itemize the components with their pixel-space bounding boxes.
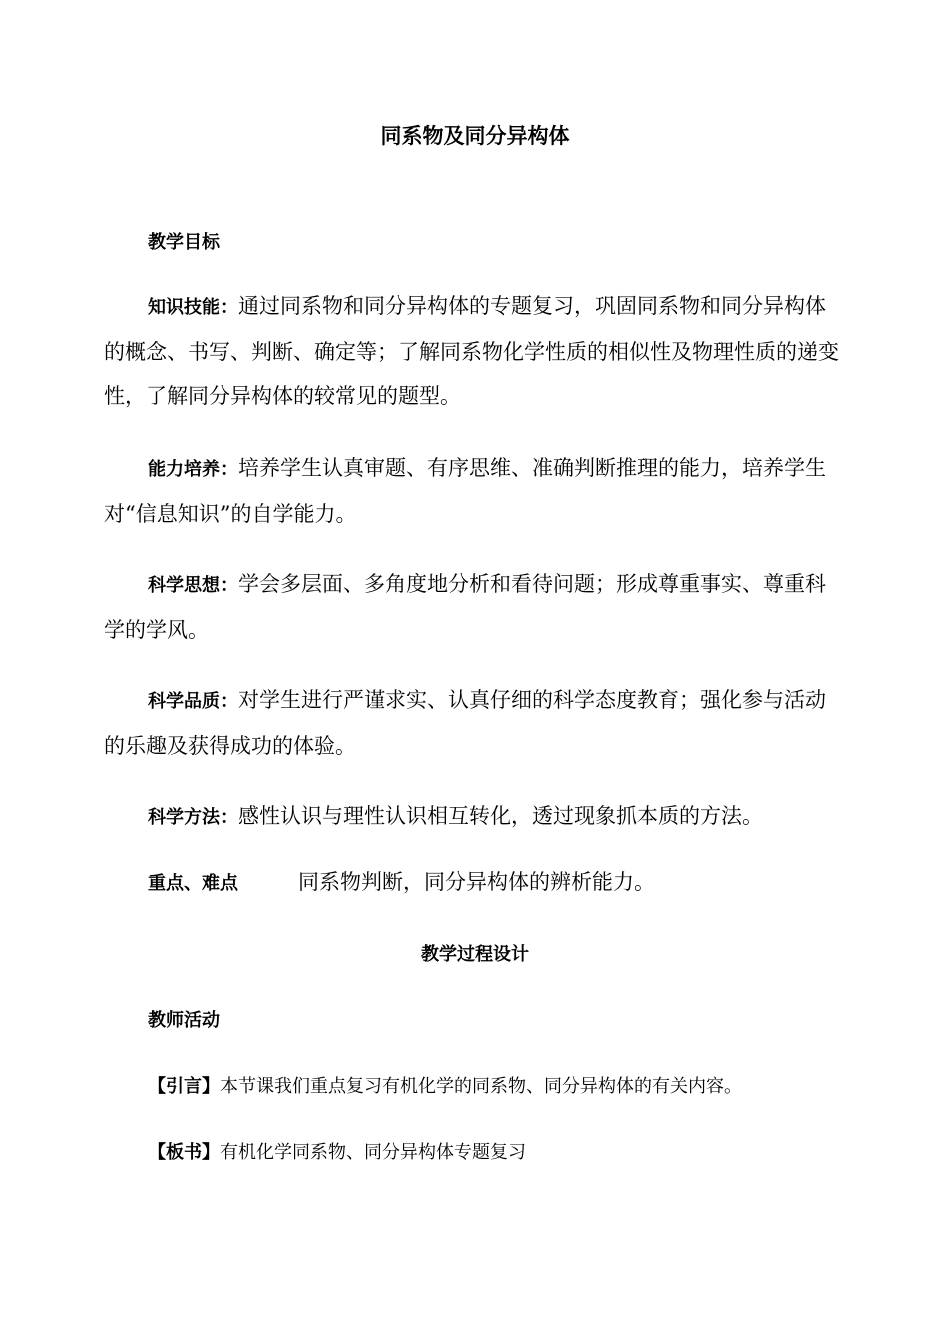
key-points-text: 同系物判断，同分异构体的辨析能力。 bbox=[298, 870, 655, 894]
knowledge-paragraph bbox=[104, 284, 844, 418]
method-paragraph bbox=[104, 794, 844, 840]
method-text: 感性认识与理性认识相互转化，透过现象抓本质的方法。 bbox=[238, 804, 763, 828]
thinking-text: 学会多层面、多角度地分析和看待问题；形成尊重事实、尊重科学的学风。 bbox=[104, 572, 826, 642]
quality-paragraph bbox=[104, 678, 844, 768]
intro-text: 本节课我们重点复习有机化学的同系物、同分异构体的有关内容。 bbox=[220, 1076, 742, 1097]
method-label: 科学方法： bbox=[148, 807, 238, 828]
board-tag: 【板书】 bbox=[148, 1142, 220, 1163]
ability-text: 培养学生认真审题、有序思维、准确判断推理的能力，培养学生对“信息知识”的自学能力。 bbox=[104, 456, 826, 526]
thinking-label: 科学思想： bbox=[148, 575, 238, 596]
intro-tag: 【引言】 bbox=[148, 1076, 220, 1097]
knowledge-text: 通过同系物和同分异构体的专题复习，巩固同系物和同分异构体的概念、书写、判断、确定等；了解同系物化学性质的相似性及物理性质的递变性，了解同分异构体的较常见的题型。 bbox=[104, 294, 839, 408]
ability-paragraph bbox=[104, 446, 844, 536]
objectives-heading: 教学目标 bbox=[148, 232, 220, 253]
quality-text: 对学生进行严谨求实、认真仔细的科学态度教育；强化参与活动的乐趣及获得成功的体验。 bbox=[104, 688, 826, 758]
key-points-label: 重点、难点 bbox=[148, 873, 238, 894]
knowledge-label: 知识技能： bbox=[148, 297, 238, 318]
document-title: 同系物及同分异构体 bbox=[380, 124, 570, 148]
process-heading: 教学过程设计 bbox=[421, 944, 529, 965]
board-text: 有机化学同系物、同分异构体专题复习 bbox=[220, 1142, 526, 1163]
key-points-row bbox=[148, 866, 655, 896]
ability-label: 能力培养： bbox=[148, 459, 238, 480]
board-line bbox=[148, 1138, 526, 1164]
intro-line bbox=[148, 1072, 742, 1098]
quality-label: 科学品质： bbox=[148, 691, 238, 712]
teacher-heading: 教师活动 bbox=[148, 1010, 220, 1031]
thinking-paragraph bbox=[104, 562, 844, 652]
